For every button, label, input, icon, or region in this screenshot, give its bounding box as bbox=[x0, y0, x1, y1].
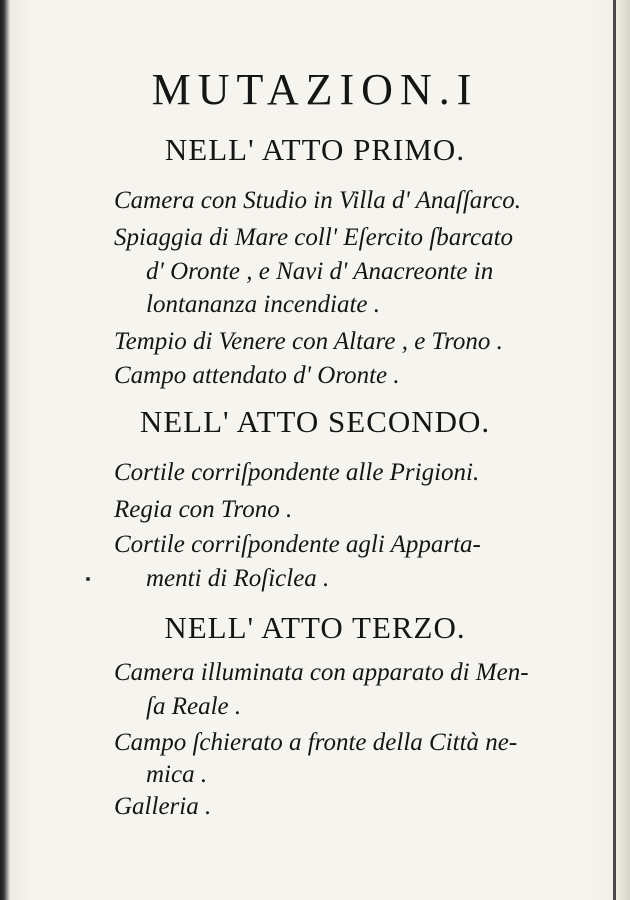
scene-line: Galleria . bbox=[114, 793, 212, 820]
scene-line: Campo attendato d' Oronte . bbox=[114, 362, 400, 389]
scene-line: Spiaggia di Mare coll' Eſercito ſbarcato bbox=[114, 224, 514, 251]
act-one-heading: NELL' ATTO PRIMO. bbox=[164, 132, 466, 167]
scene-line-continuation: menti di Roſiclea . bbox=[146, 565, 330, 592]
ink-speck bbox=[86, 577, 90, 581]
scene-line-continuation: d' Oronte , e Navi d' Anacreonte in bbox=[146, 258, 494, 285]
scene-line: Campo ſchierato a fronte della Città ne- bbox=[114, 729, 518, 756]
act-three-heading: NELL' ATTO TERZO. bbox=[164, 610, 466, 645]
scene-line-continuation: lontananza incendiate . bbox=[146, 291, 380, 318]
act-two-heading: NELL' ATTO SECONDO. bbox=[139, 404, 491, 439]
scene-line-continuation: ſa Reale . bbox=[146, 693, 242, 720]
scene-line: Regia con Trono . bbox=[114, 496, 293, 523]
scene-line: Tempio di Venere con Altare , e Trono . bbox=[114, 328, 503, 355]
page-title: MUTAZION.I bbox=[151, 65, 479, 114]
scene-line: Cortile corriſpondente alle Prigioni. bbox=[114, 459, 480, 486]
scene-line-continuation: mica . bbox=[146, 761, 208, 788]
scene-line: Cortile corriſpondente agli Apparta- bbox=[114, 531, 481, 558]
scene-line: Camera illuminata con apparato di Men- bbox=[114, 659, 529, 686]
scene-line: Camera con Studio in Villa d' Anaſſarco. bbox=[114, 187, 521, 214]
